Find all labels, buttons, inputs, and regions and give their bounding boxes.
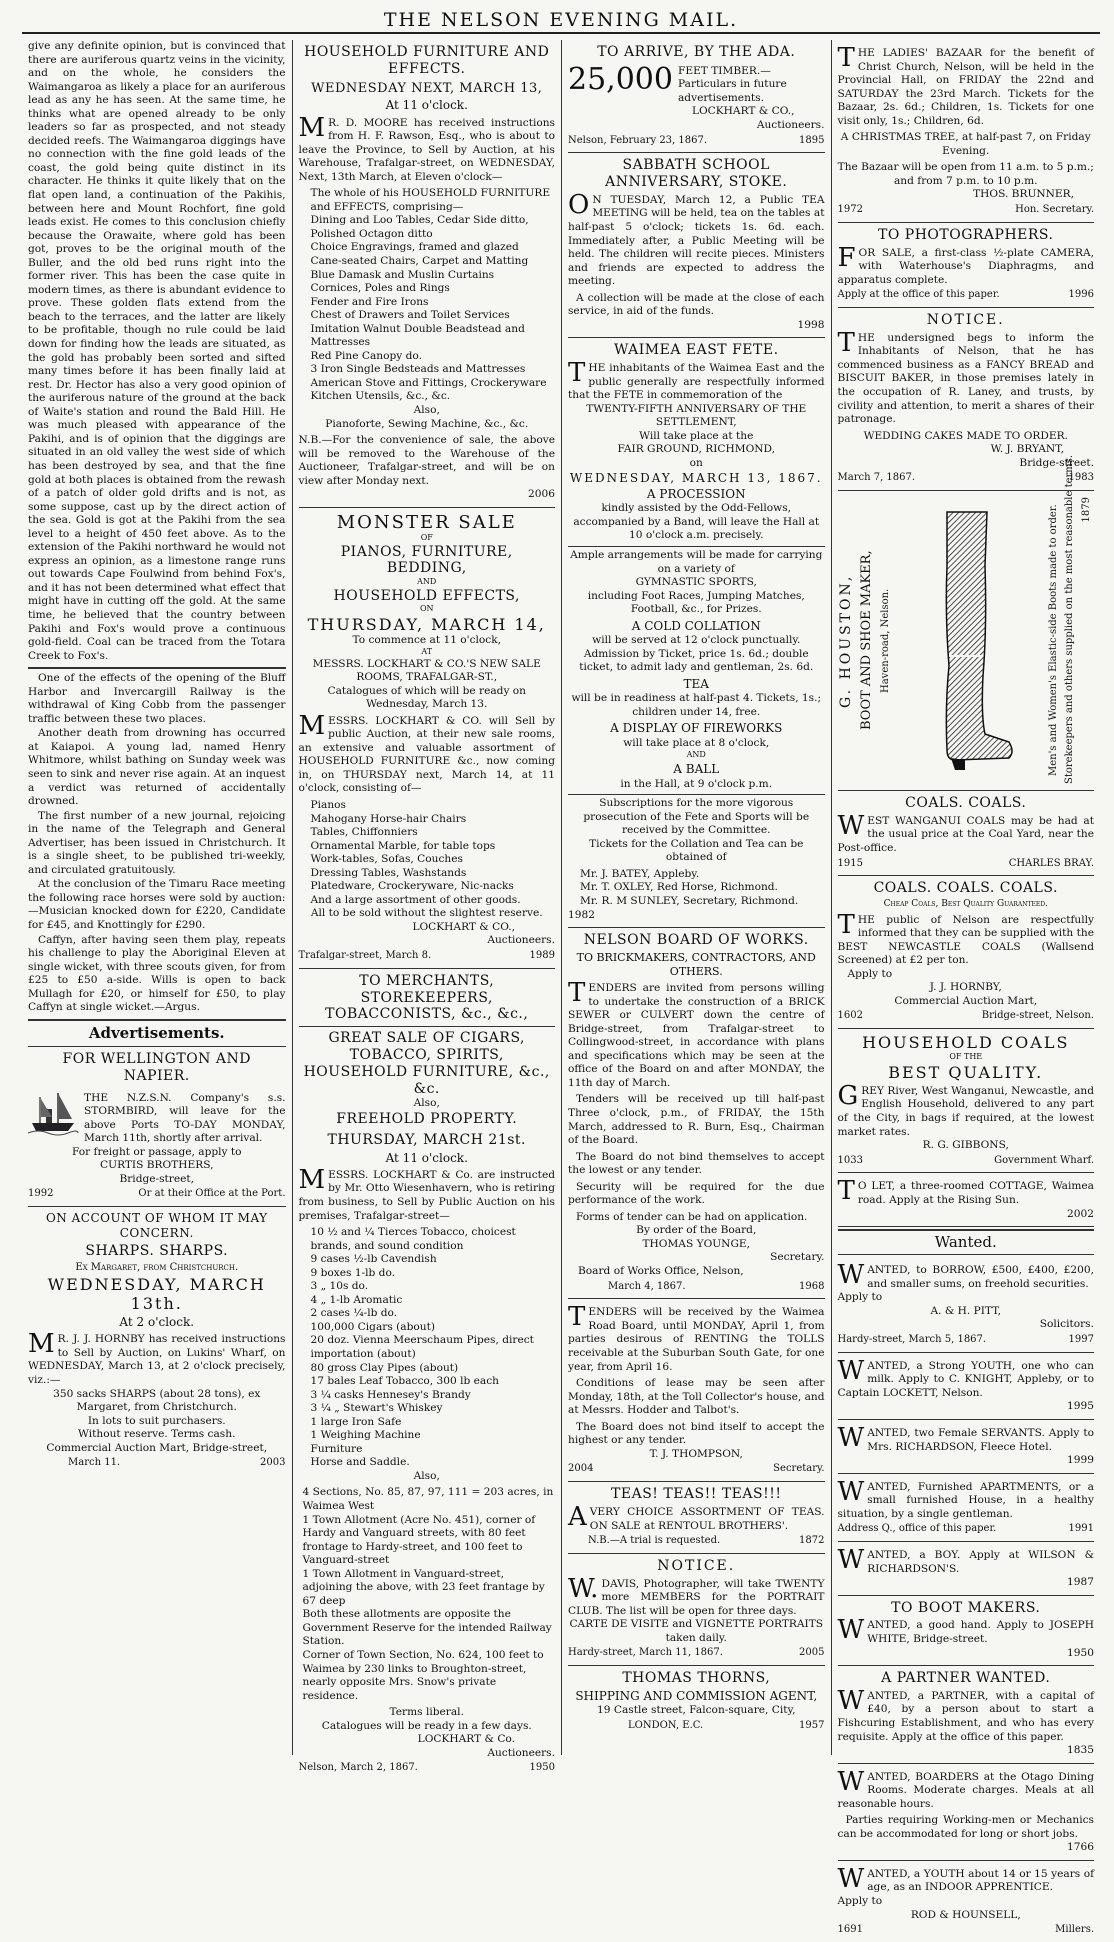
also: Also, [413, 1469, 440, 1482]
sports: GYMNASTIC SPORTS, [635, 576, 757, 589]
houston-address: Haven-road, Nelson. [880, 588, 892, 693]
sale-time: At 11 o'clock. [385, 98, 468, 113]
fete-date: WEDNESDAY, MARCH 13, 1867. [569, 470, 823, 485]
nb: N.B.—A trial is requested. [588, 1535, 721, 1547]
sigline [568, 1535, 825, 1548]
ad-title: SABBATH SCHOOL ANNIVERSARY, STOKE. [605, 157, 788, 191]
ad-body: GREY River, West Wanganui, Newcastle, and English Household, delivered to any part of the City, in bags if required, at the lowest market rates. [837, 1080, 1094, 1138]
ad-title: A PARTNER WANTED. [881, 1670, 1051, 1687]
signature-address: Bridge-street, Nelson. [981, 1010, 1094, 1022]
ad-number: 1602 [837, 1010, 863, 1022]
signature: LOCKHART & CO., [691, 105, 795, 118]
sigline [568, 1281, 825, 1294]
ad-title: TEAS! TEAS!! TEAS!!! [611, 1486, 782, 1503]
ad-sharps [28, 1207, 286, 1475]
also: Also, [413, 404, 440, 417]
ad-title: HOUSEHOLD FURNITURE AND EFFECTS. [304, 44, 550, 77]
signature: CHARLES BRAY. [1008, 857, 1094, 869]
p3: The Board do not bind themselves to accept the lowest or any tender. [568, 1150, 825, 1177]
ample: Ample arrangements will be made for carrying on a variety of [568, 546, 825, 576]
ad-number: 1835 [1067, 1744, 1094, 1757]
signature-title: Secretary. [773, 1463, 825, 1475]
ad-title: TO PHOTOGRAPHERS. [878, 226, 1054, 243]
item: 350 sacks SHARPS (about 28 tons), ex Margaret, from Christchurch. [53, 1387, 261, 1414]
ad-body: MR. J. J. HORNBY has received instructions to Sell by Auction, on Lukins' Wharf, on WEDNESDAY, March 13, at 2 o'clock precisely, viz.:— [28, 1329, 286, 1386]
p3: The Board does not bind itself to accept the highest or any tender. [568, 1420, 825, 1447]
ad-number: 1957 [799, 1719, 825, 1731]
date: March 4, 1867. [608, 1280, 686, 1292]
line1: PIANOS, FURNITURE, BEDDING, [340, 543, 513, 577]
sections-list: 4 Sections, No. 85, 87, 97, 111 = 203 acres, in Waimea West 1 Town Allotment (Acre No. 451), corner of Hardy and Vanguard streets, with 80 feet frontage to Hardy-street, and 100 feet to Vanguard-street 1 Town Allotment in Vanguard-street, adjoining the above, with 23 feet frantage by 67 deep Both these allotments are opposite the Government Reserve for the intended Railway Station. Corner of Town Section, No. 624, 100 feet to Waimea by 230 links to Broughton-street, nearly opposite Mrs. Snow's private residence. [302, 1486, 554, 1702]
names: Mr. J. BATEY, Appleby. Mr. T. OXLEY, Red Horse, Richmond. Mr. R. M SUNLEY, Secretary, Richmond. [580, 867, 799, 908]
cheap-coals: Cheap Coals, Best Quality Guaranteed. [883, 899, 1048, 910]
place: Hardy-street, March 5, 1867. [837, 1333, 987, 1345]
place: Commercial Auction Mart, Bridge-street, [46, 1441, 268, 1454]
ad-photographers [838, 223, 1095, 308]
steamship-icon [28, 1089, 78, 1135]
ad-body: WANTED, to BORROW, £500, £400, £200, and smaller sums, on freehold securities. [837, 1260, 1094, 1291]
columns [22, 40, 1100, 1936]
signature-title: Bridge-street. [1019, 456, 1094, 469]
ad-ada [568, 40, 825, 153]
ad-household-furniture [299, 40, 556, 508]
office-note: Or at their Office at the Port. [138, 1188, 286, 1200]
tea-body: will be in readiness at half-past 4. Tickets, 1s.; children under 14, free. [571, 692, 822, 718]
ad-body: MR. D. MOORE has received instructions from H. F. Rawson, Esq., who is about to leave the Province, to Sell by Auction, at his Warehouse, Trafalgar-street, on WEDNESDAY, Next, 13th March, at Eleven o'clock— [298, 112, 555, 183]
ad-number: 1991 [1068, 1523, 1094, 1535]
tea: TEA [683, 676, 709, 691]
ad-number: 1033 [837, 1154, 863, 1166]
sigline [568, 1720, 825, 1733]
ad-number: 1872 [799, 1535, 825, 1547]
ad-number: 1766 [1067, 1841, 1094, 1854]
signature-title: Hon. Secretary. [1015, 204, 1094, 216]
ad-cottage [838, 1173, 1095, 1227]
signature-title: Commercial Auction Mart, [894, 994, 1038, 1007]
quantity: 25,000 [568, 61, 673, 97]
sigline [838, 858, 1095, 871]
signature: LOCKHART & Co. [417, 1733, 515, 1746]
ad-wanted-youth [838, 1353, 1095, 1420]
ad-body: MESSRS. LOCKHART & Co. are instructed by Mr. Otto Wiesenhavern, who is retiring from business, to Sell by Public Auction on his premises, Trafalgar-street— [298, 1164, 555, 1222]
reserve: All to be sold without the slightest reserve. [310, 907, 543, 920]
order: By order of the Board, [636, 1224, 757, 1237]
sigline [568, 1647, 825, 1660]
at: AT [421, 647, 433, 657]
signature: THOMAS YOUNGE, [642, 1237, 751, 1250]
timber-line [568, 61, 825, 106]
p4: Security will be required for the due performance of the work. [568, 1180, 825, 1207]
sigline [28, 1188, 286, 1201]
ad-body: THE inhabitants of the Waimea East and the public generally are respectfully informed that the FETE in commemoration of the [568, 358, 825, 402]
ad-body: WANTED, a BOY. Apply at WILSON & RICHARDSON'S. [837, 1545, 1094, 1576]
date: March 7, 1867. [837, 472, 916, 484]
ad-number: 1691 [837, 1924, 863, 1936]
ad-body: WEST WANGANUI COALS may be had at the usual price at the Coal Yard, near the Post-office. [837, 810, 1094, 854]
ad-ladies-bazaar [838, 40, 1095, 223]
collation: A COLD COLLATION [631, 618, 761, 633]
ad-body: WANTED, a YOUTH about 14 or 15 years of age, as an INDOOR APPRENTICE. [837, 1863, 1094, 1894]
will: Will take place at the [639, 429, 754, 442]
ad-body: MESSRS. LOCKHART & CO. will Sell by public Auction, at their new sale rooms, an extensive and valuable assortment of HOUSEHOLD FURNITURE &c., now coming in, on THURSDAY next, March 14, at 11 o'clock, consisting of— [298, 710, 555, 795]
anniversary: TWENTY-FIFTH ANNIVERSARY OF THE SETTLEMENT, [586, 402, 807, 429]
apply: Apply to [837, 1291, 883, 1304]
ad-body: WANTED, two Female SERVANTS. Apply to Mrs. RICHARDSON, Fleece Hotel. [837, 1422, 1094, 1453]
sigline [838, 472, 1095, 485]
piano: Pianoforte, Sewing Machine, &c., &c. [325, 417, 529, 430]
column-1 [22, 40, 292, 1755]
article-gold-report: give any definite opinion, but is convinced that there are auriferous quartz veins in the vicinity, and on the whole, he considers the Waimangaroa as likely a place for an auriferous lead as any he has seen. At the same time, he thinks what are opened already to be only leaders so far as prospected, and not steady decided reefs. The Waimangaroa diggings have no connection with the fine gold leads of the coast, the gold being quite distinct in its character. He thinks it quite likely that on the flat open land, a continuation of the Pakihis, between here and Mount Rochfort, fine gold leads exist. He comes to this conclusion chiefly because the Orawaite, where gold has been got, proves to be the original mouth of the Buller, and the old bed runs right into the former river. This has been the case quite in modern times, as there is abundant evidence to prove. These golden flats extend from the beach to the terraces, and the latter are likely to be profitable, though no rule could be laid down for finding how the leads are situated, as the gold has probably been sorted and sifted many times before it has been finally laid at rest. Dr. Hector has also a very good opinion of the auriferous nature of the ground at the back of Waite's station and round the Bald Hill. He was much pleased with appearance of the Pakihi, and is of opinion that the diggings are situated in an old valley the west side of which has been destroyed by sea, and that the fine gold at both places is obtained from the rewash of a patch of older gold drifts and is not, as some suppose, cast up by the direct action of the sea. Gold is got at the Pakihi from the sea level to a height of 450 feet above. As to the extension of the Pakihi northward he would not express an opinion, as a limestone range runs out towards Cape Foulwind from behind Fox's, and it has not been determined what effect that might have in cutting off the gold. At the same time, he believed that the country between Pakihi and Fox's would prove a continuous gold-field. Coal can be traced from the Totara Creek to Fox's. [28, 40, 286, 662]
boot-icon [925, 506, 1015, 776]
ad-photographer [568, 1554, 825, 1666]
ad-board-of-works [568, 928, 825, 1299]
ad-number: 1950 [529, 1762, 555, 1774]
ad-teas [568, 1482, 825, 1554]
column-3 [561, 40, 831, 1755]
tickets: Tickets for the Collation and Tea can be obtained of [589, 837, 804, 864]
ad-boot-makers [838, 1596, 1095, 1666]
news-paragraph: Another death from drowning has occurred at Kaiapoi. A young lad, named Henry Whitmore, whilst bathing on Sunday week was seen to sink and never rise again. At an inquest a verdict was returned of accidentally drowned. [28, 727, 286, 808]
ad-number: 1982 [568, 908, 595, 921]
also: Also, [413, 1097, 440, 1110]
sale-date: WEDNESDAY, MARCH 13th. [47, 1274, 266, 1313]
christmas-tree: A CHRISTMAS TREE, at half-past 7, on Friday Evening. [840, 131, 1091, 157]
ad-title: NELSON BOARD OF WORKS. [583, 932, 809, 949]
ad-title: HOUSEHOLD COALS [862, 1033, 1070, 1053]
ad-body: THE LADIES' BAZAAR for the benefit of Christ Church, Nelson, will be held in the Provincial Hall, on FRIDAY the 22nd and SATURDAY the 23rd March. Tickets for the Bazaar, 2s. 6d.; Children, 1s. Tickets for one visit only, 1s.; Children, 6d. [837, 43, 1094, 127]
ball: A BALL [673, 762, 720, 777]
news-paragraph: One of the effects of the opening of the Bluff Harbor and Invercargill Railway is the withdrawal of King Cobb from the passenger traffic between these two places. [28, 672, 286, 725]
ad-coals-hornby [838, 876, 1095, 1029]
ad-number: 1989 [529, 950, 555, 961]
sigline [838, 1010, 1095, 1023]
ad-wanted-boarders [838, 1764, 1095, 1861]
fireworks: A DISPLAY OF FIREWORKS [610, 721, 783, 736]
city: LONDON, E.C. [628, 1719, 704, 1731]
address: Address Q., office of this paper. [837, 1523, 997, 1535]
ad-title: TO ARRIVE, BY THE ADA. [597, 44, 796, 60]
ad-body: WANTED, BOARDERS at the Otago Dining Rooms. Moderate charges. Meals at all reasonable hours. [837, 1766, 1094, 1810]
rooms: MESSRS. LOCKHART & CO.'S NEW SALE ROOMS, TRAFALGAR-ST., [312, 657, 541, 684]
news-paragraph: At the conclusion of the Timaru Race meeting the following race horses were sold by auction:—Musician knocked down for £220, Candidate for £45, and Knottingly for £290. [28, 878, 286, 931]
signature: W. J. BRYANT, [990, 443, 1064, 456]
sports-body: including Foot Races, Jumping Matches, Football, &c., for Prizes. [587, 589, 805, 616]
ad-title: WAIMEA EAST FETE. [613, 342, 779, 359]
signature: ROD & HOUNSELL, [910, 1908, 1021, 1921]
signature-title: Secretary. [770, 1251, 825, 1264]
ground: FAIR GROUND, RICHMOND, [617, 443, 776, 456]
column-2 [292, 40, 562, 1774]
p2: Parties requiring Working-men or Mechanics can be accommodated for long or short jobs. [837, 1814, 1094, 1840]
p5: Forms of tender can be had on application. [576, 1210, 808, 1223]
signature: A. & H. PITT, [930, 1304, 1002, 1317]
ad-partner-wanted [838, 1666, 1095, 1764]
ad-heading: SHARPS. SHARPS. [85, 1243, 229, 1260]
ad-household-coals [838, 1029, 1095, 1173]
timber-text: FEET TIMBER.—Particulars in future advertisements. [677, 64, 787, 104]
ad-body: FOR SALE, a first-class ½-plate CAMERA, with Waterhouse's Diaphragms, and apparatus complete. [837, 242, 1094, 286]
ad-body: TENDERS will be received by the Waimea Road Board, until MONDAY, April 1, from parties desirous of RENTING the TOLLS receivable at the Suburban South Gate, for one year, from April 16. [568, 1302, 825, 1373]
to: TO BRICKMAKERS, CONTRACTORS, AND OTHERS. [576, 950, 816, 978]
ad-wanted-servants [838, 1420, 1095, 1474]
sigline [568, 1463, 825, 1476]
column-4 [831, 40, 1101, 1936]
signature: T. J. THOMPSON, [649, 1447, 743, 1460]
ad-merchants [299, 969, 556, 1780]
ad-title: NOTICE. [926, 312, 1005, 329]
ad-wanted-apprentice [838, 1861, 1095, 1942]
ad-body: TO LET, a three-roomed COTTAGE, Waimea road. Apply at the Rising Sun. [837, 1176, 1094, 1207]
sigline [838, 289, 1095, 302]
houston-side: Men's and Women's Elastic-side Boots made to order. [1047, 504, 1059, 777]
ad-thorns [568, 1666, 825, 1738]
apply: Apply at the office of this paper. [837, 289, 1000, 301]
open-hours: The Bazaar will be open from 11 a.m. to 5 p.m.; and from 7 p.m. to 10 p.m. [837, 161, 1094, 187]
ad-number: 1879 [1081, 497, 1093, 523]
ad-monster-sale [299, 508, 556, 969]
place: Trafalgar-street, March 8. [298, 950, 432, 961]
ad-body: WANTED, a good hand. Apply to JOSEPH WHITE, Bridge-street. [837, 1615, 1094, 1646]
ad-wanted-boy [838, 1542, 1095, 1596]
sigline [838, 204, 1095, 217]
ad-sub: SHIPPING AND COMMISSION AGENT, [575, 1688, 818, 1703]
ship-block [28, 1089, 286, 1146]
ad-body: W.DAVIS, Photographer, will take TWENTY more MEMBERS for the PORTRAIT CLUB. The list will be open for three days. [568, 1573, 825, 1617]
sigline [568, 135, 825, 148]
item-list: 10 ½ and ¼ Tierces Tobacco, choicest brands, and sound condition 9 cases ½-lb Cavendish 9 boxes 1-lb do. 3 „ 10s do. 4 „ 1-lb Aromatic 2 cases ¼-lb do. 100,000 Cigars (about) 20 doz. Vienna Meerschaum Pipes, direct importation (about) 80 gross Clay Pipes (about) 17 bales Leaf Tobacco, 300 lb each 3 ¼ casks Hennesey's Brandy 3 ¼ „ Stewart's Whiskey 1 large Iron Safe 1 Weighing Machine Furniture Horse and Saddle. [310, 1226, 534, 1469]
signature: J. J. HORNBY, [929, 981, 1002, 994]
place: Nelson, March 2, 1867. [298, 1762, 418, 1774]
ad-number: 1915 [837, 857, 863, 869]
nb-note: N.B.—For the convenience of sale, the above will be removed to the Warehouse of the Auctioneer, Trafalgar-street, and will be on view after Monday next. [298, 434, 555, 487]
line2: HOUSEHOLD EFFECTS, [333, 587, 520, 604]
on: ON [419, 604, 434, 614]
ad-body: THE public of Nelson are respectfully informed that they can be supplied with the BEST NEWCASTLE COALS (Wallsend Screened) at £2 per ton. [837, 909, 1094, 967]
subscriptions: Subscriptions for the more vigorous prosecution of the Fete and Sports will be received by the Committee. [568, 794, 825, 838]
best-quality: BEST QUALITY. [888, 1062, 1044, 1082]
lots: In lots to suit purchasers. [87, 1414, 226, 1427]
wanted-heading: Wanted. [838, 1229, 1095, 1255]
on: on [689, 457, 703, 470]
advertisements-heading: Advertisements. [28, 1019, 286, 1047]
item-list: Pianos Mahogany Horse-hair Chairs Tables, Chiffonniers Ornamental Marble, for table tops Work-tables, Sofas, Couches Dressing Tables, Washstands Platedware, Crockeryware, Nic-nacks And a large assortment of other goods. [310, 798, 521, 906]
ad-number: 1998 [797, 318, 825, 331]
ad-sub: Ex Margaret, from Christchurch. [75, 1261, 239, 1273]
ad-title: FOR WELLINGTON AND NAPIER. [62, 1051, 251, 1084]
sigline [299, 1762, 556, 1775]
p2: Conditions of lease may be seen after Monday, 18th, at the Toll Collector's house, and at Messrs. Hodder and Talbot's. [568, 1377, 825, 1417]
p2: Tenders will be received up till half-past Three o'clock, p.m., of FRIDAY, the 15th March, addressed to R. Burn, Esq., Chairman of the Board. [568, 1093, 825, 1147]
procession-body: kindly assisted by the Odd-Fellows, accompanied by a Band, will leave the Hall at 10 o'clock a.m. precisely. [573, 502, 820, 542]
ad-body: TENDERS are invited from persons willing to undertake the construction of a BRICK SEWER or CULVERT down the centre of Bridge-street, from Trafalgar-street to Collingwood-street, in accordance with plans and specifications which may be seen at the office of the Board on and after MONDAY, the 11th day of March. [568, 978, 825, 1089]
signature: LOCKHART & CO., [412, 920, 515, 933]
ad-number: 2004 [568, 1463, 594, 1475]
freehold: FREEHOLD PROPERTY. [336, 1110, 518, 1127]
ad-body: WANTED, a Strong YOUTH, one who can milk. Apply to C. KNIGHT, Appleby, or to Captain LOCKETT, Nelson. [837, 1355, 1094, 1399]
signature-title: Auctioneers. [487, 934, 555, 947]
ad-title: ON ACCOUNT OF WHOM IT MAY CONCERN. [45, 1211, 268, 1240]
ad-number: 1999 [1067, 1454, 1094, 1467]
signature-title: Government Wharf. [994, 1154, 1094, 1166]
sale-date: WEDNESDAY NEXT, MARCH 13, [311, 80, 543, 96]
ad-waimea-fete [568, 338, 825, 928]
signature-title: Auctioneers. [487, 1746, 555, 1759]
great-sale: GREAT SALE OF CIGARS, TOBACCO, SPIRITS, HOUSEHOLD FURNITURE, &c., &c. [299, 1026, 556, 1097]
boot-illustration [897, 497, 1044, 784]
ad-baker-notice [838, 308, 1095, 491]
signature-title: Solicitors. [1039, 1318, 1094, 1331]
ad-tolls [568, 1299, 825, 1482]
ad-number: 1972 [837, 204, 863, 216]
signature: THOS. BRUNNER, [973, 188, 1074, 201]
signature: R. G. GIBBONS, [922, 1139, 1009, 1152]
ad-body: THE N.Z.S.N. Company's s.s. STORMBIRD, will leave for the above Ports TO-DAY MONDAY, March 11th, shortly after arrival. [84, 1091, 286, 1145]
ad-wellington-napier [28, 1047, 286, 1207]
procession: A PROCESSION [646, 486, 746, 501]
ad-body: AVERY CHOICE ASSORTMENT OF TEAS. ON SALE at RENTOUL BROTHERS'. [568, 1501, 825, 1532]
sigline [838, 1924, 1095, 1937]
ad-title: COALS. COALS. COALS. [873, 880, 1058, 897]
sale-time: To commence at 11 o'clock, [352, 633, 502, 646]
ad-title: TO BOOT MAKERS. [891, 1599, 1041, 1616]
collection: A collection will be made at the close of each service, in aid of the funds. [568, 291, 825, 318]
houston-side2: Storekeepers and others supplied on the most reasonable terms. [1064, 455, 1076, 785]
sale-date: THURSDAY, MARCH 14, [307, 614, 546, 634]
news-paragraph: The first number of a new journal, rejoicing in the name of the Telegraph and General Advertiser, has been issued in Christchurch. It is a single sheet, to be published tri-weekly, and circulated gratuitously. [28, 809, 286, 876]
freight-info: For freight or passage, apply to CURTIS BROTHERS, Bridge-street, [71, 1145, 242, 1185]
wedding-cakes: WEDDING CAKES MADE TO ORDER. [863, 429, 1068, 442]
of: OF [420, 533, 433, 543]
signature-title: Auctioneers. [756, 118, 825, 131]
houston-trade: BOOT AND SHOE MAKER, [859, 550, 875, 731]
ad-number: 1987 [1067, 1576, 1094, 1589]
ad-coals-bray [838, 791, 1095, 876]
ad-number: 1983 [1068, 472, 1094, 484]
ad-date: March 11. [68, 1457, 121, 1469]
terms: Terms liberal. [389, 1706, 464, 1719]
ad-number: 2005 [799, 1647, 825, 1659]
ad-body: ON TUESDAY, March 12, a Public TEA MEETING will be held, tea on the tables at half-past 5 o'clock; tickets 1s. 6d. each. Immediately after, a Public Meeting will be held. The children will recite pieces. Ministers and friends are expected to address the meeting. [568, 189, 825, 288]
carte: CARTE DE VISITE and VIGNETTE PORTRAITS taken daily. [569, 1618, 824, 1644]
ad-body: THE undersigned begs to inform the Inhabitants of Nelson, that he has commenced business as a FANCY BREAD and BISCUIT BAKER, in those premises lately in the occupation of R. Laney, and trusts, by civility and attention, to merit a shares of their patronage. [837, 327, 1094, 426]
catalogues: Catalogues of which will be ready on Wednesday, March 13. [327, 684, 526, 711]
ad-title: NOTICE. [657, 1557, 736, 1574]
ad-body: WANTED, Furnished APARTMENTS, or a small furnished House, in a healthy situation, by a single gentleman. [837, 1476, 1094, 1520]
ad-number: 2002 [1067, 1207, 1094, 1220]
ad-title: THOMAS THORNS, [622, 1670, 771, 1687]
sigline [838, 1155, 1095, 1168]
ad-sabbath-school [568, 153, 825, 338]
sigline [838, 1334, 1095, 1347]
sigline [28, 1457, 286, 1470]
ad-number: 1968 [799, 1280, 825, 1292]
terms: Without reserve. Terms cash. [78, 1428, 236, 1441]
sale-time: At 11 o'clock. [385, 1150, 468, 1165]
ball-body: in the Hall, at 9 o'clock p.m. [620, 777, 773, 790]
ad-number: 2006 [528, 488, 555, 501]
address: 19 Castle street, Falcon-square, City, [597, 1704, 796, 1717]
ad-number: 1992 [28, 1188, 54, 1200]
place: Hardy-street, March 11, 1867. [568, 1647, 723, 1659]
and: AND [686, 750, 706, 760]
place: Nelson, February 23, 1867. [568, 134, 708, 146]
ad-number: 1997 [1068, 1333, 1094, 1345]
apply: Apply to [847, 967, 893, 980]
ad-wanted-apartments [838, 1474, 1095, 1542]
ad-title: TO MERCHANTS, STOREKEEPERS, TOBACCONISTS, &c., &c., [325, 972, 529, 1023]
sigline [299, 950, 556, 963]
ad-number: 2003 [260, 1457, 286, 1469]
sale-date: THURSDAY, MARCH 21st. [327, 1131, 526, 1148]
sale-time: At 2 o'clock. [119, 1314, 195, 1329]
divider [28, 667, 286, 669]
ad-body: WANTED, a PARTNER, with a capital of £40, by a person about to start a Fishcuring Establishment, and who has every requisite. Apply at the office of this paper. [837, 1685, 1094, 1743]
sigline [838, 1523, 1095, 1536]
ad-wanted-borrow [838, 1257, 1095, 1353]
ad-number: 1996 [1068, 289, 1094, 301]
news-paragraph: Caffyn, after having seen them play, repeats his challenge to play the Aboriginal Eleven at single wicket, with three scouts given, for from £25 to £50 a-side. Wills is open to back Mullagh for £20, or himself for £50, to play Caffyn at single wicket.—Argus. [28, 933, 286, 1014]
ad-number: 1950 [1067, 1646, 1094, 1659]
office: Board of Works Office, Nelson, [578, 1265, 744, 1277]
ad-number: 1995 [1067, 1400, 1094, 1413]
houston-name: G. HOUSTON, [837, 573, 854, 708]
item-list: The whole of his HOUSEHOLD FURNITURE and EFFECTS, comprising— Dining and Loo Tables, Cedar Side ditto, Polished Octagon ditto Choice Engravings, framed and glazed Cane-seated Chairs, Carpet and Matting Blue Damask and Muslin Curtains Cornices, Poles and Rings Fender and Fire Irons Chest of Drawers and Toilet Services Imitation Walnut Double Beadstead and Mattresses Red Pine Canopy do. 3 Iron Single Bedsteads and Mattresses American Stove and Fittings, Crockeryware Kitchen Utensils, &c., &c. [310, 187, 551, 403]
collation-body: will be served at 12 o'clock punctually. Admission by Ticket, price 1s. 6d.; double ticket, to admit lady and gentleman, 2s. 6d. [579, 634, 814, 674]
fireworks-body: will take place at 8 o'clock, [623, 736, 770, 749]
and: AND [417, 577, 437, 587]
ad-title: COALS. COALS. [905, 795, 1027, 812]
masthead: THE NELSON EVENING MAIL. [22, 8, 1100, 34]
ad-number: 1895 [799, 134, 825, 146]
catalogues: Catalogues will be ready in a few days. [321, 1719, 532, 1732]
apply: Apply to [837, 1895, 883, 1908]
ad-title: MONSTER SALE [336, 511, 517, 533]
signature-title: Millers. [1055, 1924, 1094, 1936]
of-the: OF THE [949, 1052, 983, 1062]
